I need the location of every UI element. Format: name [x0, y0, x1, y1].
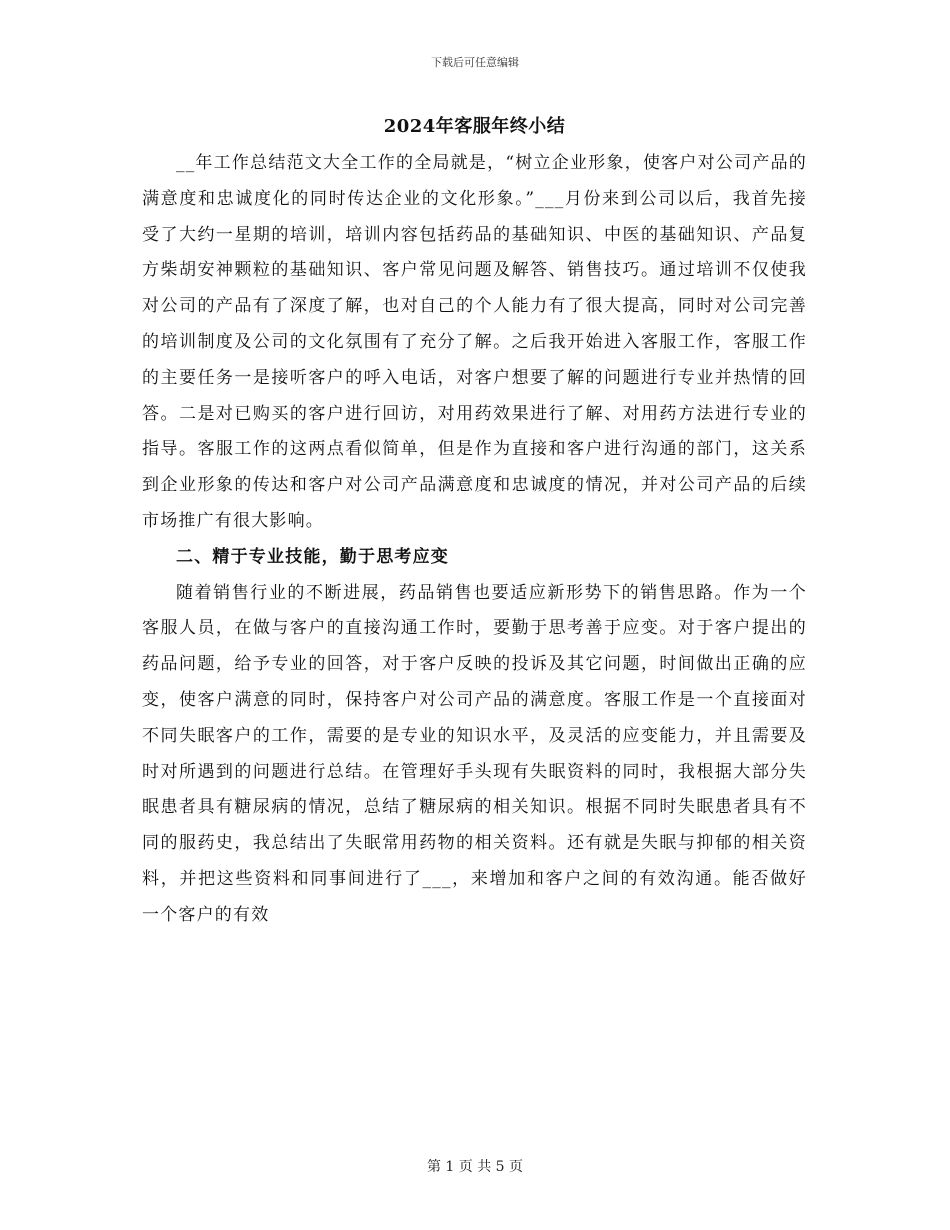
- section-heading: 二、精于专业技能，勤于思考应变: [176, 546, 449, 567]
- document-title: 2024年客服年终小结: [383, 116, 566, 137]
- section-paragraph: 随着销售行业的不断进展，药品销售也要适应新形势下的销售思路。作为一个客服人员，在做与客户的直接沟通工作时，要勤于思考善于应变。对于客户提出的药品问题，给予专业的回答，对于客户反映的投诉及其它问题，时间做出正确的应变，使客户满意的同时，保持客户对公司产品的满意度。客服工作是一个直接面对不同失眠客户的工作，需要的是专业的知识水平，及灵活的应变能力，并且需要及时对所遇到的问题进行总结。在管理好手头现有失眠资料的同时，我根据大部分失眠患者具有糖尿病的情况，总结了糖尿病的相关知识。根据不同时失眠患者具有不同的服药史，我总结出了失眠常用药物的相关资料。还有就是失眠与抑郁的相关资料，并把这些资料和同事间进行了___，来增加和客户之间的有效沟通。能否做好一个客户的有效: [142, 582, 807, 925]
- intro-paragraph: __年工作总结范文大全工作的全局就是，“树立企业形象，使客户对公司产品的满意度和忠诚度化的同时传达企业的文化形象。”___月份来到公司以后，我首先接受了大约一星期的培训，培训内容包括药品的基础知识、中医的基础知识、产品复方柴胡安神颗粒的基础知识、客户常见问题及解答、销售技巧。通过培训不仅使我对公司的产品有了深度了解，也对自己的个人能力有了很大提高，同时对公司完善的培训制度及公司的文化氛围有了充分了解。之后我开始进入客服工作，客服工作的主要任务一是接听客户的呼入电话，对客户想要了解的问题进行专业并热情的回答。二是对已购买的客户进行回访，对用药效果进行了解、对用药方法进行专业的指导。客服工作的这两点看似简单，但是作为直接和客户进行沟通的部门，这关系到企业形象的传达和客户对公司产品满意度和忠诚度的情况，并对公司产品的后续市场推广有很大影响。: [142, 153, 807, 531]
- page-number-footer: 第 1 页 共 5 页: [426, 1159, 524, 1175]
- document-body: [142, 112, 807, 934]
- header-note: 下载后可任意编辑: [431, 56, 519, 69]
